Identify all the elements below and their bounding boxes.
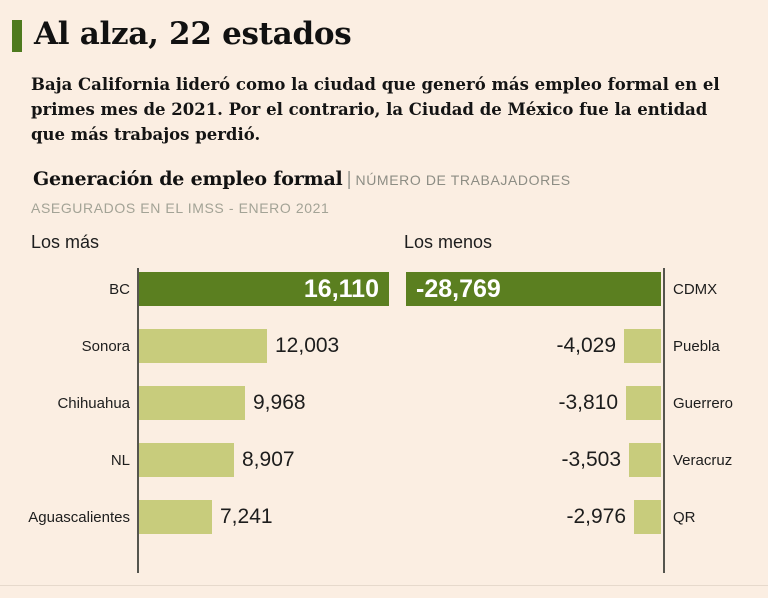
chart-subhead: [33, 168, 571, 191]
bar-value-label: -4,029: [556, 334, 616, 357]
bar-value-label: -3,810: [558, 391, 618, 414]
accent-bar: [12, 20, 22, 52]
bar-segment: [139, 500, 212, 534]
bar-category-label: Sonora: [81, 338, 130, 355]
bar-segment: [139, 329, 267, 363]
bar-segment: [139, 386, 245, 420]
bar-category-label: NL: [110, 452, 130, 469]
bar-category-label: Puebla: [673, 338, 720, 355]
deck-text: Baja California lideró como la ciudad que generó más empleo formal en el primes mes de 2021. Por el contrario, la Ciudad de México fue la entidad que más trabajos perdió.: [31, 75, 720, 144]
chart-subhead-strong: Generación de empleo formal: [33, 168, 343, 190]
bottom-divider: [0, 585, 768, 586]
table-row: [398, 329, 768, 386]
table-row: [398, 386, 768, 443]
bar-segment: [626, 386, 661, 420]
bar-value-label: 16,110: [303, 275, 379, 303]
bar-category-label: QR: [673, 509, 696, 526]
table-row: [398, 500, 768, 557]
table-row: [0, 272, 390, 329]
table-row: [398, 443, 768, 500]
table-row: [0, 386, 390, 443]
panel-title-least: Los menos: [404, 232, 493, 252]
bar-value-label: 12,003: [275, 334, 340, 357]
chart-least: [398, 272, 768, 557]
bar-value-label: 9,968: [253, 391, 306, 414]
table-row: [398, 272, 768, 329]
chart-subhead-divider: |: [346, 169, 352, 190]
bar-segment: [634, 500, 661, 534]
table-row: [0, 329, 390, 386]
panel-title-most: Los más: [31, 232, 100, 252]
bar-category-label: BC: [109, 281, 130, 298]
bar-category-label: Veracruz: [673, 452, 733, 469]
bar-value-label: -2,976: [566, 505, 626, 528]
table-row: [0, 500, 390, 557]
bar-category-label: Aguascalientes: [28, 509, 130, 526]
bar-category-label: Guerrero: [673, 395, 734, 412]
chart-subhead-second-line: ASEGURADOS EN EL IMSS - ENERO 2021: [31, 200, 330, 216]
bar-category-label: Chihuahua: [57, 395, 130, 412]
page-title: Al alza, 22 estados: [34, 16, 352, 52]
bar-value-label: -3,503: [561, 448, 621, 471]
table-row: [0, 443, 390, 500]
bar-value-label: 8,907: [242, 448, 295, 471]
bar-segment: [624, 329, 661, 363]
chart-subhead-light: NÚMERO DE TRABAJADORES: [355, 172, 571, 188]
bar-segment: [629, 443, 661, 477]
bar-value-label: -28,769: [416, 275, 501, 303]
bar-value-label: 7,241: [220, 505, 273, 528]
bar-category-label: CDMX: [673, 281, 718, 298]
bar-segment: [139, 443, 234, 477]
chart-most: [0, 272, 390, 557]
